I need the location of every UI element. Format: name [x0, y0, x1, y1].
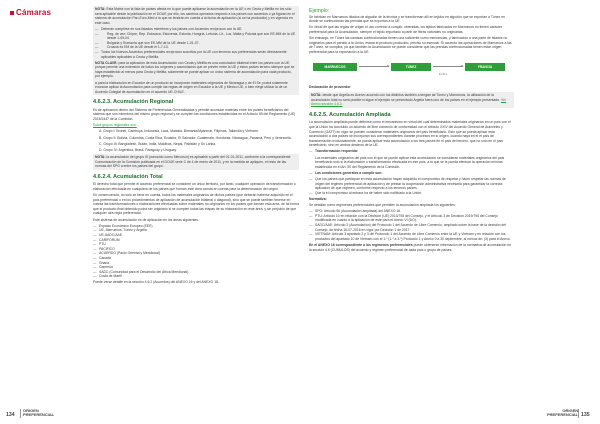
arrow-right-icon [433, 66, 463, 67]
list-item: — UE, Marruecos, Túnez y Argelia [99, 228, 299, 233]
diagram-sub-label: E-UR.1 [439, 72, 448, 76]
normativa-list [309, 209, 514, 241]
conditions-list [309, 177, 514, 195]
list-item: — Deberán cumplirse en sus listados miembros y los países con Acuerdos recíprocos con la UE. [101, 27, 297, 32]
regional-note [93, 154, 299, 170]
note-example-text: a para la elaboración en Ecuador de un producto se incorporan materiales originarios de Nicaragua y de El Se, podrá solamente enunciar aplicar la Acumulación para cumplir las reglas de origen en Ecuador a la UE y México UE, o bien elegir utilizar la de un Acuerdo Colegial de acumulación en el acuerdo UE-CHILE. [95, 80, 288, 94]
paragraph: En consecuencia, no solo se tiene en cuenta, todos los materiales originarios de dichos países (que deberán haberse adquirido en el país preferencial o en los procedimientos de aplicación de acumulación bilateral o diagonal), sino que se puede también tenerse en cuenta las transformaciones o elaboraciones efectuadas sobre materiales no originarios en los países que forman esta área, de tal forma que el producto final obtenido podrá ser originario si se cumplen todas las etapas de su elaboración en este área, y sin perjuicio de que cualquier otra regla preferencial. [93, 193, 300, 216]
paragraph: Es de aplicación dentro del Sistema de Preferencias Generalizadas y permite acumular materias entre los países beneficiarios del sistema que son miembros del mismo grupo regional y se cumplen las condiciones establecidas en el Artículo 55 del Reglamento (UE) 2015/2447 de la Comisión. [93, 107, 296, 121]
footer-left-label [23, 409, 54, 418]
list-item: — Espacio Económico Europeo (EEE) [99, 224, 299, 229]
list-item: — Canadá [99, 256, 299, 261]
list-item: — SADC/AAE: Artículo 3 (Acumulación) del Protocolo 1 del Acuerdo de Libre Comercio, ampliado sobre la base de la decisión del Consejo, de fecha 16-07-2016 en vigor por Decisión 1 de 2017. [315, 223, 514, 232]
list-item [315, 149, 514, 154]
footer-label-origen: ORIGEN [562, 407, 579, 413]
note-key-label: NOTA CLAVE: [95, 60, 118, 65]
paragraph: El derecho total que permite el acuerdo preferencial se considere un único territorio, por tanto, cualquier operación de transformación o elaboración efectuada en cualquiera de los países que forman este área consta en cuenta para la determinación del origen. [93, 182, 296, 191]
diagram-caption: Declaración de proveedor [309, 84, 351, 89]
section-title-total: 4.6.2.4. Acumulación Total [93, 173, 163, 180]
list-item: — PTU [99, 242, 299, 247]
note-text: desde que Argelia es Acervo acuerdo con los distintos también a tengan tal Túnez y Marruecos, la utilización de la acumulación total no será posible si sigue el ejemplo se presentado Argelia fuera uno de los países en el ejemplo presentado. [311, 93, 501, 102]
paragraph: Se detallan como regímenes preferenciales que permiten la acumulación ampliada los siguientes: [309, 203, 456, 208]
example-diagram [309, 59, 514, 83]
page-number: 135 [581, 412, 590, 419]
list-item: — VIETNAM: Artículo 3 apartado 2 y 3 del Protocolo 1 del Acuerdo de Libre Comercio entre la UE y Vietnam y en relación con los productos del apartado 10 de Vietnam con el 1.º (1.º a 3.º) Protocolo 1 y Anexo 9 a 30 septiembre, al menos de: (3) para el Anexo. [315, 232, 514, 241]
list-item: — ACUERDO (Pacto Oriental y Meridional) [99, 251, 299, 256]
footer-label-preferencial: PREFERENCIAL [547, 412, 579, 418]
paragraph: La acumulación ampliada puede definirse como el mecanismo en virtud del cual determinados materiales originarios en un país con el que la Unión ha concluido un acuerdo de libre comercio de conformidad con el artículo XXIV del Acuerdo General de Aranceles y Comercio (GATT) en vigor se pueden considerar materiales originarios del país beneficiario. Esto que se pueda aplicar esta acumulación a dos países se incorporan sus correspondientes durante procesos en sí origen, cuando haya en el el país de transformación exclusivamente, se pueda aplicar esta acumulación a los tres países en el país del tercero, que no solo en el país beneficiario, sino en ambos destinos de la UE. [309, 120, 511, 148]
closing-label: En el ANEXO 16 correspondiente a los regímenes preferenciales [309, 242, 413, 247]
section-title-ampliada: 4.6.2.5. Acumulación Ampliada [309, 111, 391, 118]
note-label: NOTA: [95, 7, 106, 11]
list-item: — PACIFICO [99, 247, 299, 252]
list-item: C. Grupo III: Bangladesh, Bután, India, Maldivas, Nepal, Pakistán y Sri Lanka. [99, 141, 217, 146]
note-label: NOTA: [311, 93, 322, 98]
list-item: A. Grupo I: Brunei, Camboya, Indonesia, Laos, Malasia, Birmania/Myanmar, Filipinas, Tailandia y Vietnam. [99, 129, 259, 134]
right-column [309, 6, 514, 254]
note-link[interactable]: Ver Anexo sección 4.6.3. [311, 97, 507, 107]
footer-label-origen: ORIGEN [23, 407, 39, 413]
paragraph: Se fabrican en Marruecos hilados de algodón de la técnica y se transforman allí en tejidos en algodón que se exportan a Túnez en donde se confeccionan las prendas que se exportan a la UE. [309, 14, 505, 24]
list-item: — PTU: Artículo 10 en relación con la Decisión (UE) 2013/755 del Consejo, y el Artículo 3 de Decisión 2019/796 del Consejo modificada en cuanto a la aplicación de este para el Anexo VI (DO). [315, 214, 514, 223]
page-number: 134 [6, 412, 15, 419]
footer-divider [20, 409, 21, 418]
note-bullets [95, 27, 297, 59]
left-column [93, 6, 299, 287]
list-item: — Costa de Marfil [99, 274, 299, 279]
example-title: Ejemplo: [309, 8, 330, 14]
list-item: — SPG: Artículo 56 (Acumulación ampliada) del ANEXO 16. [315, 209, 514, 214]
closing-text: puede obtenerse información de la normativa de acumulación en la sección 4.6 (CUMULOS) del acuerdo y régimen preferencial de cada país o grupo de países. [309, 242, 512, 252]
paragraph: Este sistema de acumulación es de aplicación en los áreas siguientes: [93, 217, 199, 222]
list-item: B. Grupo II: Bolivia, Colombia, Costa Rica, Ecuador, El Salvador, Guatemala, Honduras, Nicaragua, Panamá, Perú y Venezuela. [99, 135, 292, 140]
conditions-heading [309, 171, 514, 176]
arrow-right-icon [359, 66, 389, 67]
list-item: — CARIFORUM [99, 238, 299, 243]
paragraph-link[interactable]: Estos grupos regionales son: [93, 123, 137, 128]
note-key-text: para la aplicación de esta Acumulación con Ceuta y Melilla es una cumulación bilateral entre los países con la UE, porque permite una extensión de todos los orígenes y acumulación que se prevén entre la UE y estos países tercero siempre que se haya establecido al menos para Ceuta y Melilla, solamente se puede aplicar un único sistema de acumulación para cada producto, por ejemplo. [95, 60, 295, 79]
list-item [315, 171, 514, 176]
list-item: — Croacia es EM de la UE desde el 1-7-13. [101, 45, 297, 50]
list-item: — SADC (Comunidad para el Desarrollo del África Meridional) [99, 270, 299, 275]
list-item: — Que la el compromiso al entrara ha de haber sido notificado a la Unión. [315, 191, 514, 196]
diagram-box-francia: FRANCIA [465, 63, 505, 71]
list-item-label: Las condiciones generales a cumplir son: [315, 170, 383, 175]
closing-paragraph [309, 243, 514, 252]
paragraph: Los materiales originarios del país con el que se puede aplicar esta acumulación se consideran materiales originarios del país beneficiario solo si la elaboración o transformación efectuada en ese país, a la que se le pueda efectuar la operación mínima establecida en el Art. 50 del Reglamento de la Comisión. [315, 155, 505, 169]
note-box [93, 6, 299, 95]
paragraph: Sin embargo, en Túnez las camisas confeccionadas tienen una suficiente como mercancías, y fabricación a una parte de hilados no originarios para el partido a la Unión, estará el producto producido, preciso su esencial. Si acuerdo las operaciones de Marruecos a las de Túnez, se cumplirá, ya que también la Acumulación se puede considerar que las prendas confeccionadas tienen estar origen preferencial para la exportación a la UE. [309, 36, 512, 54]
paragraph: Puede verse detalle en la sección 4.6.2 (Acuerdos) del ANEXO 16 y del ANEXO 18. [93, 280, 219, 285]
logo-square-icon [10, 11, 14, 15]
note-text: Esta Matriz con la lista de países afecta en lo que puede aplicarse la acumulación en la UE o en Ceuta y Melilla en los sólo será aplicable desde la publicación en el DOUE por ello, los cambios operados respecto a los países con acuerdos o ya figuran en el sistema de acumulación Pan-Euro-Med a la que se tendrán en cuenta a la fecha de aplicación (si se ha producido) y en vigencia en este caso. [95, 7, 295, 25]
list-item: D. Grupo IV: Argentina, Brasil, Paraguay y Uruguay. [99, 147, 177, 152]
footer-divider [578, 409, 579, 418]
footer-left [6, 413, 15, 418]
list-item: — Camerún [99, 265, 299, 270]
paragraph: En virtud de que las reglas de origen el uso correcto a cumplir: obtenidas, los tejidos fabricados en Marruecos no tienen carácter preferencial para la Acumulación, siempre el tejido importado a partir de fibras naturales no originarias. [309, 25, 502, 34]
section-title-regional: 4.6.2.3. Acumulación Regional [93, 99, 174, 106]
diagram-box-marruecos: MARRUECOS [313, 63, 357, 71]
footer-right [581, 413, 590, 418]
list-item: — UE-SADC/AAE [99, 233, 299, 238]
areas-list [93, 224, 299, 279]
list-item-label: Transformación requerida: [315, 149, 358, 154]
logo-text: Cámaras [16, 8, 52, 17]
camaras-logo [10, 8, 51, 17]
footer-label-preferencial: PREFERENCIAL [23, 412, 55, 418]
normativa-label: Normativa: [309, 196, 327, 201]
regional-groups [93, 129, 299, 152]
list-item: — Reg. de vez: Chipre, Rep. Eslovaca, Eslovenia, Estonia, Hungría, Letonia, Lit., Lux, Malta y Polonia que son EE.MM de la UE desde 1-05-04. [101, 32, 297, 41]
diagram-box-tunez: TÚNEZ [391, 63, 431, 71]
list-item: — Ghana [99, 261, 299, 266]
list-item: — Bulgaria y Rumanía que son EE.MM de la UE desde 1-01-07. [101, 41, 297, 46]
list-item: — Que los países que participan en esta acumulación hayan adquirido el compromiso de respetar y hacer respetar las normas de origen del régimen preferencial de aplicación y de prestar la cooperación administrativa necesaria para garantizar la correcta aplicación de que régimen, conforme respecto a los terceros países. [315, 177, 514, 191]
footer-right-label [547, 409, 578, 418]
example-note [309, 92, 514, 108]
note-label: NOTA: [95, 155, 106, 160]
note-text: la acumulación del grupo III (conocido como Mercosur) es aplicable a partir del 01-01-2011, conforme a la correspondiente Comunicación de la Comisión publicada en el DOUE serie C de 4 de enero de 2011, y en la medida se apliquen, el resto de las normas del SPG a entre los países del grupo. [95, 155, 291, 169]
ampliada-list [309, 149, 514, 154]
list-item: — Todos los Nuevos Acuerdos preferenciales recíprocos suscritos por la UE con terceros sus preferencias serán directamente aplicables aplicables a Ceuta y Melilla. [101, 50, 297, 59]
